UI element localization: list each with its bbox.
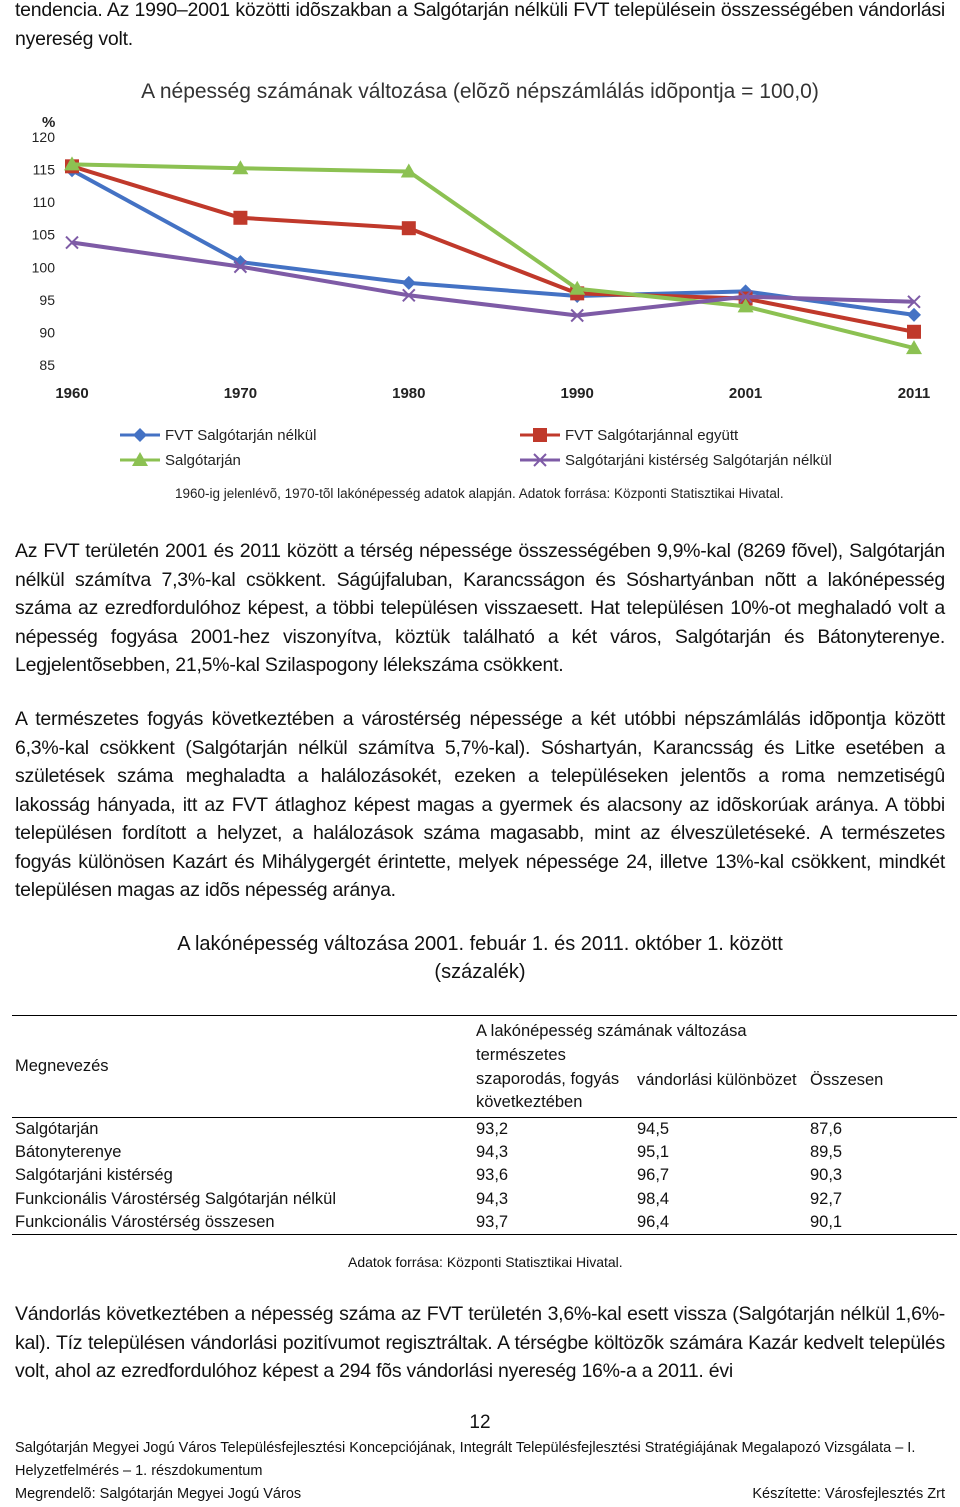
sentence: A természetes fogyás különösen Kazárt és Mihálygergét érintette, melyek népessége 24, illetve 13%-kal csökkent, mindkét településen magas az idõs népesség aránya. (15, 822, 945, 901)
cell-migration: 96,4 (637, 1213, 670, 1231)
page-number: 12 (469, 1412, 491, 1433)
col-header-total: Összesen (810, 1070, 884, 1089)
col-header-group: A lakónépesség számának változása (476, 1021, 747, 1040)
sentence: A többi településen fordított a helyzet, a halálozások száma magasabb, mint az élveszületéseké. (15, 793, 946, 844)
y-tick-label: 95 (39, 291, 55, 308)
table-source: Adatok forrása: Központi Statisztikai Hivatal. (348, 1254, 623, 1270)
page-footer (15, 1437, 945, 1506)
data-point (402, 276, 416, 290)
legend-marker (133, 428, 147, 442)
cell-natural: 93,6 (476, 1166, 509, 1185)
sentence: A térségbe költözõk számára Kazár kedvelt település volt, ahol az ezredfordulóhoz képest a 294 fõs vándorlási nyereség 16%-a a 2011. évi (15, 1331, 946, 1382)
population-change-table (12, 1015, 957, 1235)
sentence: Legjelentõsebben, 21,5%-kal Szilaspogony lélekszáma csökkent. (15, 654, 564, 676)
paragraph-migration (15, 1300, 945, 1386)
cell-migration: 96,7 (637, 1166, 670, 1185)
sentence: Ságújfaluban, Karancsságon és Sóshartyánban nõtt a lakónépesség száma az ezredfordulóhoz képest, a többi településen visszaesett. (15, 568, 945, 619)
cell-total: 90,3 (810, 1166, 843, 1185)
data-point (907, 325, 921, 339)
row-name: Salgótarjáni kistérség (15, 1166, 173, 1185)
row-name: Funkcionális Várostérség Salgótarján nélkül (15, 1189, 337, 1208)
table-title-line: A lakónépesség változása 2001. febuár 1. és 2011. október 1. között (177, 933, 783, 955)
legend-label: FVT Salgótarján nélkül (165, 427, 317, 444)
table-title-unit: (százalék) (434, 961, 526, 983)
row-name: Funkcionális Várostérség összesen (15, 1213, 275, 1231)
x-tick-label: 1960 (55, 385, 89, 402)
paragraph-natural-decrease (15, 705, 945, 905)
chart-title: A népesség számának változása (elõzõ népszámlálás idõpontja = 100,0) (141, 80, 819, 103)
y-tick-label: 85 (39, 357, 55, 373)
x-tick-label: 2011 (897, 385, 931, 402)
x-tick-label: 1990 (560, 385, 594, 402)
cell-natural: 94,3 (476, 1189, 509, 1208)
row-name: Salgótarján (15, 1119, 99, 1138)
table-header-group-row (12, 1016, 957, 1045)
col-header-natural: természetes szaporodás, fogyás következtében (476, 1046, 620, 1111)
footer-client: Megrendelõ: Salgótarján Megyei Jogú Város (15, 1486, 302, 1502)
sentence: Tíz településen vándorlási pozitívumot regisztráltak. (55, 1331, 493, 1354)
population-change-chart (0, 100, 960, 480)
y-tick-label: 100 (31, 259, 55, 276)
data-point (233, 211, 247, 225)
row-name: Bátonyterenye (15, 1142, 122, 1161)
sentence: A természetes fogyás következtében a várostérség népessége a két utóbbi népszámlálás idõpontja között 6,3%-kal csökkent (Salgótarján nélkül számítva 5,7%-kal). (15, 708, 945, 759)
sentence: Vándorlás következtében a népesség száma az FVT területén 3,6%-kal esett vissza (Salgótarján nélkül 1,6%-kal). (15, 1303, 945, 1354)
col-header-migration: vándorlási különbözet (637, 1070, 797, 1089)
table-row (12, 1211, 957, 1235)
legend-label: FVT Salgótarjánnal együtt (565, 427, 739, 444)
legend-label: Salgótarján (165, 452, 241, 469)
data-point (402, 221, 416, 235)
footer-document-title: Salgótarján Megyei Jogú Város Településfejlesztési Koncepciójának, Integrált Településfejlesztési Stratégiájának Megalapozó Vizsgálata – I. Helyzetfelmérés – 1. részdokumentum (15, 1440, 916, 1479)
table-row (12, 1188, 957, 1212)
y-tick-label: 120 (31, 129, 55, 145)
cell-migration: 98,4 (637, 1189, 670, 1208)
footer-credits (15, 1483, 945, 1506)
paragraph-population-decline (15, 537, 945, 680)
series-line (72, 170, 914, 315)
col-header-name: Megnevezés (15, 1056, 109, 1075)
cell-total: 89,5 (810, 1142, 843, 1161)
cell-total: 87,6 (810, 1119, 843, 1138)
cell-natural: 93,2 (476, 1119, 509, 1138)
table-row (12, 1141, 957, 1165)
footer-author: Készítette: Városfejlesztés Zrt (752, 1486, 945, 1502)
cell-total: 90,1 (810, 1213, 843, 1231)
sentence: Az FVT területén 2001 és 2011 között a térség népessége összességében 9,9%-kal (8269 fõvel), Salgótarján nélkül számítva 7,3%-kal csökkent. (15, 540, 945, 591)
y-tick-label: 110 (32, 194, 55, 211)
y-axis-label: % (42, 114, 56, 131)
series-line (72, 164, 914, 348)
cell-natural: 93,7 (476, 1213, 509, 1231)
cell-migration: 95,1 (637, 1142, 670, 1161)
sentence: Hat településen 10%-ot meghaladó volt a népesség fogyása 2001-hez viszonyítva, köztük található a két város, Salgótarján és Bátonyterenye. (15, 597, 945, 648)
data-point (907, 308, 921, 322)
x-tick-label: 2001 (728, 385, 763, 402)
chart-source: 1960-ig jelenlévõ, 1970-tõl lakónépesség adatok alapján. Adatok forrása: Központi Statisztikai Hivatal. (175, 486, 784, 501)
x-tick-label: 1980 (392, 385, 426, 402)
x-tick-label: 1970 (223, 385, 258, 402)
y-tick-label: 90 (39, 324, 55, 341)
y-tick-label: 105 (31, 226, 55, 243)
y-tick-label: 115 (32, 161, 55, 178)
table-row (12, 1164, 957, 1188)
cell-natural: 94,3 (476, 1142, 509, 1161)
table-row (12, 1117, 957, 1141)
cell-total: 92,7 (810, 1189, 843, 1208)
intro-paragraph: tendencia. Az 1990–2001 közötti idõszakban a Salgótarján nélküli FVT településein összességében vándorlási nyereség volt. (15, 0, 945, 50)
cell-migration: 94,5 (637, 1119, 670, 1138)
legend-marker (533, 428, 547, 442)
table-title (0, 930, 960, 986)
series-line (72, 243, 914, 316)
sentence: Sóshartyán, Karancsság és Litke esetében a születések száma meghaladta a halálozásokét, ezeken a településeken jelentõs a roma nemzetiségû lakosság hányada, itt az FVT átlaghoz képest magas a gyermek és alacsony az idõskorúak aránya. (15, 736, 946, 816)
legend-label: Salgótarjáni kistérség Salgótarján nélkül (565, 452, 832, 469)
